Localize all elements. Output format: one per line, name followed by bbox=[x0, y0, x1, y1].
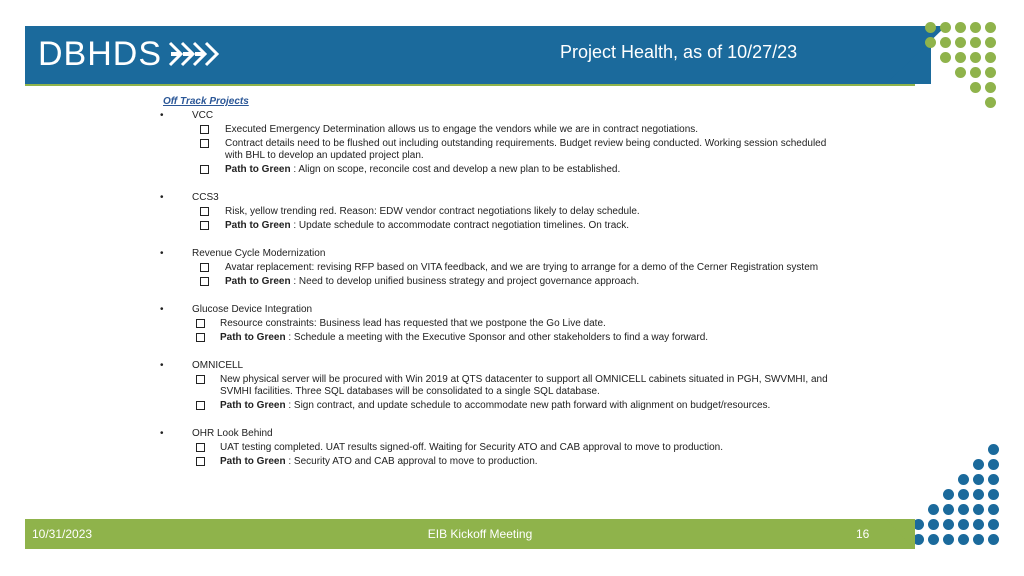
decorative-dot bbox=[973, 474, 984, 485]
footer-date: 10/31/2023 bbox=[32, 527, 93, 541]
list-item: Risk, yellow trending red. Reason: EDW vendor contract negotiations likely to delay schedule. bbox=[150, 206, 840, 218]
decorative-dot bbox=[940, 37, 951, 48]
decorative-dot bbox=[928, 519, 939, 530]
decorative-dot bbox=[985, 37, 996, 48]
page-number: 16 bbox=[856, 527, 870, 541]
bullet-icon: • bbox=[160, 248, 164, 259]
decorative-dot bbox=[988, 444, 999, 455]
decorative-dot bbox=[958, 474, 969, 485]
checkbox-icon bbox=[200, 139, 209, 148]
bullet-icon: • bbox=[160, 110, 164, 121]
checkbox-icon bbox=[196, 333, 205, 342]
decorative-dot bbox=[958, 504, 969, 515]
decorative-dot bbox=[973, 519, 984, 530]
list-item: Contract details need to be flushed out including outstanding requirements. Budget review being conducted. Working session scheduled with BHL to develop an updated project plan. bbox=[150, 138, 840, 162]
decorative-dot bbox=[958, 519, 969, 530]
logo-chevrons-icon bbox=[168, 40, 230, 68]
bullet-icon: • bbox=[160, 360, 164, 371]
decorative-dot bbox=[973, 489, 984, 500]
page-title: Project Health, as of 10/27/23 bbox=[560, 42, 798, 62]
decorative-dot bbox=[943, 504, 954, 515]
decorative-dot bbox=[928, 534, 939, 545]
decorative-dot bbox=[973, 534, 984, 545]
decorative-dot bbox=[958, 489, 969, 500]
project-name: • Revenue Cycle Modernization bbox=[160, 248, 326, 259]
decorative-dot bbox=[970, 22, 981, 33]
bullet-icon: • bbox=[160, 304, 164, 315]
list-item: Executed Emergency Determination allows us to engage the vendors while we are in contract negotiations. bbox=[150, 124, 840, 136]
list-item: Path to Green : Security ATO and CAB approval to move to production. bbox=[150, 456, 840, 468]
decorative-dot bbox=[973, 504, 984, 515]
checkbox-icon bbox=[200, 277, 209, 286]
decorative-dot bbox=[988, 474, 999, 485]
checkbox-icon bbox=[196, 401, 205, 410]
footer-title: EIB Kickoff Meeting bbox=[427, 527, 533, 541]
project-name: • OMNICELL bbox=[160, 360, 244, 371]
bullet-icon: • bbox=[160, 192, 164, 203]
list-item: Path to Green : Update schedule to accommodate contract negotiation timelines. On track. bbox=[150, 220, 840, 232]
decorative-dot bbox=[988, 459, 999, 470]
decorative-dot bbox=[925, 37, 936, 48]
decorative-dot bbox=[955, 67, 966, 78]
checkbox-icon bbox=[196, 319, 205, 328]
checkbox-icon bbox=[200, 263, 209, 272]
decorative-dot bbox=[940, 52, 951, 63]
decorative-dot bbox=[928, 504, 939, 515]
project-name: • OHR Look Behind bbox=[160, 428, 273, 439]
decorative-dot bbox=[988, 489, 999, 500]
decorative-dot bbox=[943, 519, 954, 530]
dbhds-logo bbox=[38, 34, 230, 74]
decorative-dot bbox=[985, 97, 996, 108]
decorative-dot bbox=[970, 52, 981, 63]
project-omnicell bbox=[150, 360, 840, 412]
list-item: Path to Green : Need to develop unified business strategy and project governance approach. bbox=[150, 276, 840, 288]
checkbox-icon bbox=[196, 375, 205, 384]
section-title: Off Track Projects bbox=[163, 96, 249, 107]
decorative-dot bbox=[943, 534, 954, 545]
project-name: • Glucose Device Integration bbox=[160, 304, 313, 315]
project-vcc bbox=[150, 110, 840, 176]
checkbox-icon bbox=[196, 457, 205, 466]
decorative-dot bbox=[955, 22, 966, 33]
project-name: • VCC bbox=[160, 110, 214, 121]
project-glucose bbox=[150, 304, 840, 344]
logo-text: DBHDS bbox=[38, 35, 163, 73]
decorative-dot bbox=[988, 534, 999, 545]
decorative-dot bbox=[985, 67, 996, 78]
list-item: New physical server will be procured with Win 2019 at QTS datacenter to support all OMNICELL cabinets situated in PGH, SWVMHI, and SVMHI facilities. Three SQL databases will be consolidated to a single SQL database. bbox=[150, 374, 840, 398]
decorative-dot bbox=[940, 22, 951, 33]
decorative-dot bbox=[988, 519, 999, 530]
decorative-dot bbox=[985, 82, 996, 93]
bullet-icon: • bbox=[160, 428, 164, 439]
decorative-dot bbox=[925, 22, 936, 33]
list-item: UAT testing completed. UAT results signed-off. Waiting for Security ATO and CAB approval to move to production. bbox=[150, 442, 840, 454]
decorative-dot bbox=[970, 37, 981, 48]
decorative-dot bbox=[985, 52, 996, 63]
project-ccs3 bbox=[150, 192, 840, 232]
decorative-dot bbox=[970, 82, 981, 93]
checkbox-icon bbox=[200, 207, 209, 216]
list-item: Path to Green : Sign contract, and update schedule to accommodate new path forward with alignment on budget/resources. bbox=[150, 400, 840, 412]
slide-content bbox=[150, 96, 840, 484]
decorative-dot bbox=[955, 37, 966, 48]
decorative-dot bbox=[985, 22, 996, 33]
checkbox-icon bbox=[200, 165, 209, 174]
decorative-dot bbox=[988, 504, 999, 515]
checkbox-icon bbox=[200, 221, 209, 230]
decorative-dot bbox=[973, 459, 984, 470]
decorative-dot bbox=[943, 489, 954, 500]
decorative-dot bbox=[970, 67, 981, 78]
list-item: Path to Green : Align on scope, reconcile cost and develop a new plan to be established. bbox=[150, 164, 840, 176]
project-name: • CCS3 bbox=[160, 192, 219, 203]
list-item: Resource constraints: Business lead has requested that we postpone the Go Live date. bbox=[150, 318, 840, 330]
decorative-dot bbox=[955, 52, 966, 63]
project-ohr bbox=[150, 428, 840, 468]
header-divider bbox=[25, 84, 915, 86]
project-revenue-cycle bbox=[150, 248, 840, 288]
footer-accent bbox=[886, 519, 914, 549]
list-item: Avatar replacement: revising RFP based on VITA feedback, and we are trying to arrange for a demo of the Cerner Registration system bbox=[150, 262, 840, 274]
list-item: Path to Green : Schedule a meeting with the Executive Sponsor and other stakeholders to find a way forward. bbox=[150, 332, 840, 344]
decorative-dot bbox=[958, 534, 969, 545]
checkbox-icon bbox=[200, 125, 209, 134]
checkbox-icon bbox=[196, 443, 205, 452]
